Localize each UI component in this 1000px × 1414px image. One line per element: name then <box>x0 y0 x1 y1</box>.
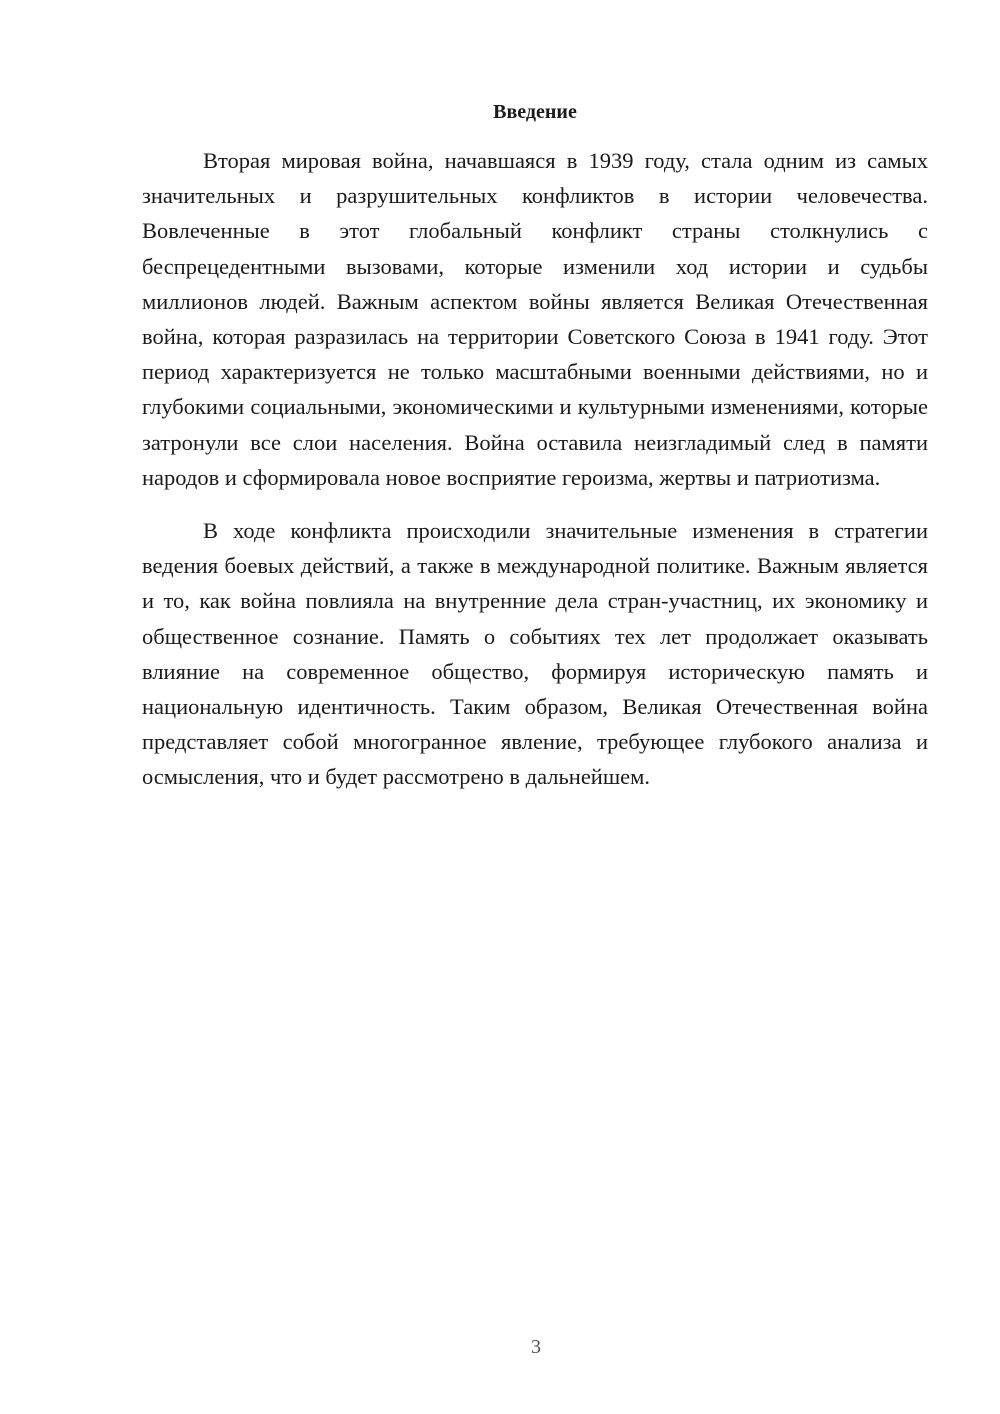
paragraph-2: В ходе конфликта происходили значительные изменения в стратегии ведения боевых действий, а также в международной политике. Важным является и то, как война повлияла на внутренние дела стран-участниц, их экономику и общественное сознание. Память о событиях тех лет продолжает оказывать влияние на современное общество, формируя историческую память и национальную идентичность. Таким образом, Великая Отечественная война представляет собой многогранное явление, требующее глубокого анализа и осмысления, что и будет рассмотрено в дальнейшем. <box>142 518 928 790</box>
body-text <box>142 143 928 795</box>
paragraph-1: Вторая мировая война, начавшаяся в 1939 году, стала одним из самых значительных и разрушительных конфликтов в истории человечества. Вовлеченные в этот глобальный конфликт страны столкнулись с беспрецедентными вызовами, которые изменили ход истории и судьбы миллионов людей. Важным аспектом войны является Великая Отечественная война, которая разразилась на территории Советского Союза в 1941 году. Этот период характеризуется не только масштабными военными действиями, но и глубокими социальными, экономическими и культурными изменениями, которые затронули все слои населения. Война оставила неизгладимый след в памяти народов и сформировала новое восприятие героизма, жертвы и патриотизма. <box>142 148 928 490</box>
section-heading: Введение <box>493 101 577 123</box>
page-number: 3 <box>531 1336 541 1358</box>
